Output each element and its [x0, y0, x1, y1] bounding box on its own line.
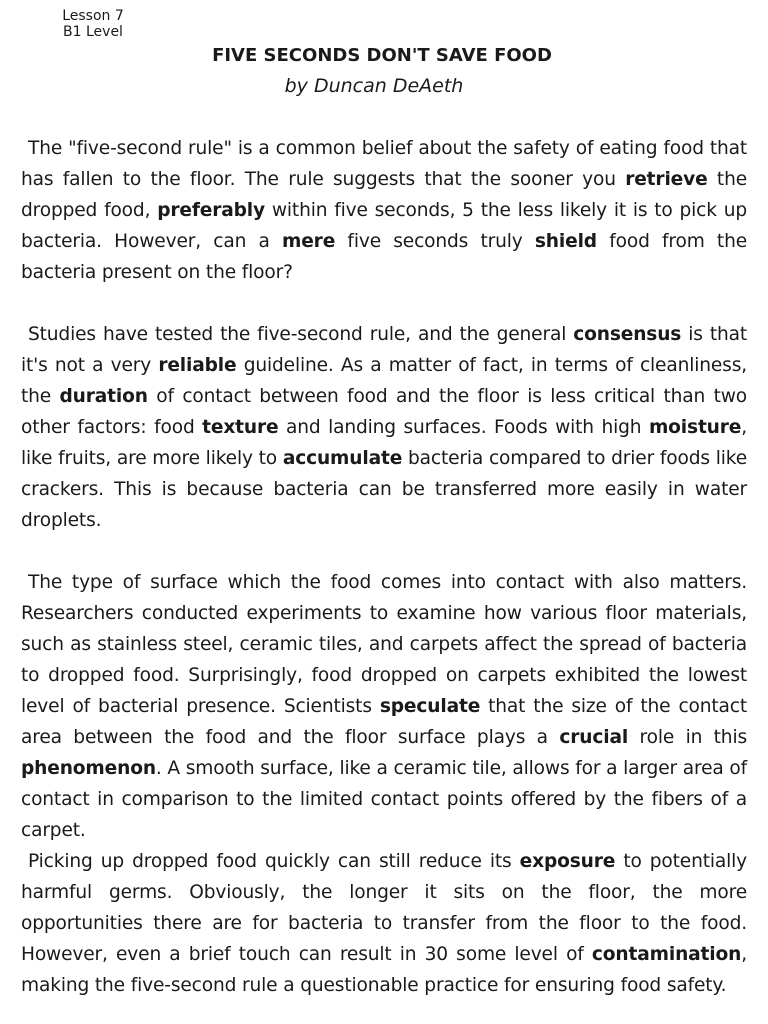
article-byline: by Duncan DeAeth	[284, 75, 464, 97]
text-run: within five seconds, 5 the less likely it is to pick up bacteria. However, can a	[21, 200, 747, 252]
text-run: and landing surfaces. Foods with high	[278, 417, 649, 438]
text-run: . A smooth surface, like a ceramic tile, allows for a larger area of contact in comparison to the limited contact points offered by the fibers of a carpet.	[21, 758, 747, 841]
level-label: B1 Level	[63, 24, 123, 40]
vocabulary-term: reliable	[158, 355, 237, 376]
text-run: the dropped food,	[21, 169, 747, 221]
vocabulary-term: mere	[281, 231, 336, 252]
text-run: bacteria compared to drier foods like crackers. This is because bacteria can be transferred more easily in water droplets.	[21, 448, 748, 531]
text-run: Picking up dropped food quickly can still reduce its	[28, 851, 520, 872]
vocabulary-term: exposure	[519, 851, 616, 872]
text-run: guideline. As a matter of fact, in terms of cleanliness, the	[21, 355, 748, 407]
article-title: FIVE SECONDS DON'T SAVE FOOD	[212, 45, 552, 66]
text-run: is that it's not a very	[21, 324, 748, 376]
vocabulary-term: moisture	[648, 417, 742, 438]
text-run: food from the bacteria present on the floor?	[21, 231, 747, 283]
paragraph-4	[21, 846, 747, 1001]
vocabulary-term: retrieve	[625, 169, 708, 190]
text-run: role in this	[628, 727, 747, 748]
text-run: that the size of the contact area between the food and the floor surface plays a	[21, 696, 747, 748]
text-run: , making the five-second rule a questionable practice for ensuring food safety.	[21, 944, 747, 996]
paragraph-3	[21, 567, 747, 846]
text-run: Studies have tested the five-second rule, and the general	[28, 324, 574, 345]
article-body	[21, 133, 747, 1001]
vocabulary-term: consensus	[573, 324, 682, 345]
vocabulary-term: crucial	[559, 727, 629, 748]
text-run: five seconds truly	[335, 231, 535, 252]
text-run: to potentially harmful germs. Obviously, the longer it sits on the floor, the more opportunities there are for bacteria to transfer from the floor to the food. However, even a brief touch can result in 30 some level of	[21, 851, 747, 965]
vocabulary-term: contamination	[591, 944, 742, 965]
vocabulary-term: duration	[59, 386, 148, 407]
text-run: of contact between food and the floor is less critical than two other factors: food	[21, 386, 748, 438]
vocabulary-term: accumulate	[282, 448, 403, 469]
lesson-number: Lesson 7	[62, 8, 124, 24]
vocabulary-term: shield	[534, 231, 597, 252]
text-run: The type of surface which the food comes into contact with also matters. Researchers conducted experiments to examine how various floor materials, such as stainless steel, ceramic tiles, and carpets affect the spread of bacteria to dropped food. Surprisingly, food dropped on carpets exhibited the lowest level of bacterial presence. Scientists	[21, 572, 747, 717]
vocabulary-term: speculate	[379, 696, 481, 717]
text-run: The "five-second rule" is a common belief about the safety of eating food that has fallen to the floor. The rule suggests that the sooner you	[21, 138, 747, 190]
paragraph-2	[21, 319, 747, 536]
text-run: , like fruits, are more likely to	[21, 417, 748, 469]
vocabulary-term: preferably	[157, 200, 265, 221]
vocabulary-term: phenomenon	[21, 758, 156, 779]
lesson-tag	[62, 8, 124, 40]
vocabulary-term: texture	[202, 417, 279, 438]
paragraph-1	[21, 133, 747, 288]
